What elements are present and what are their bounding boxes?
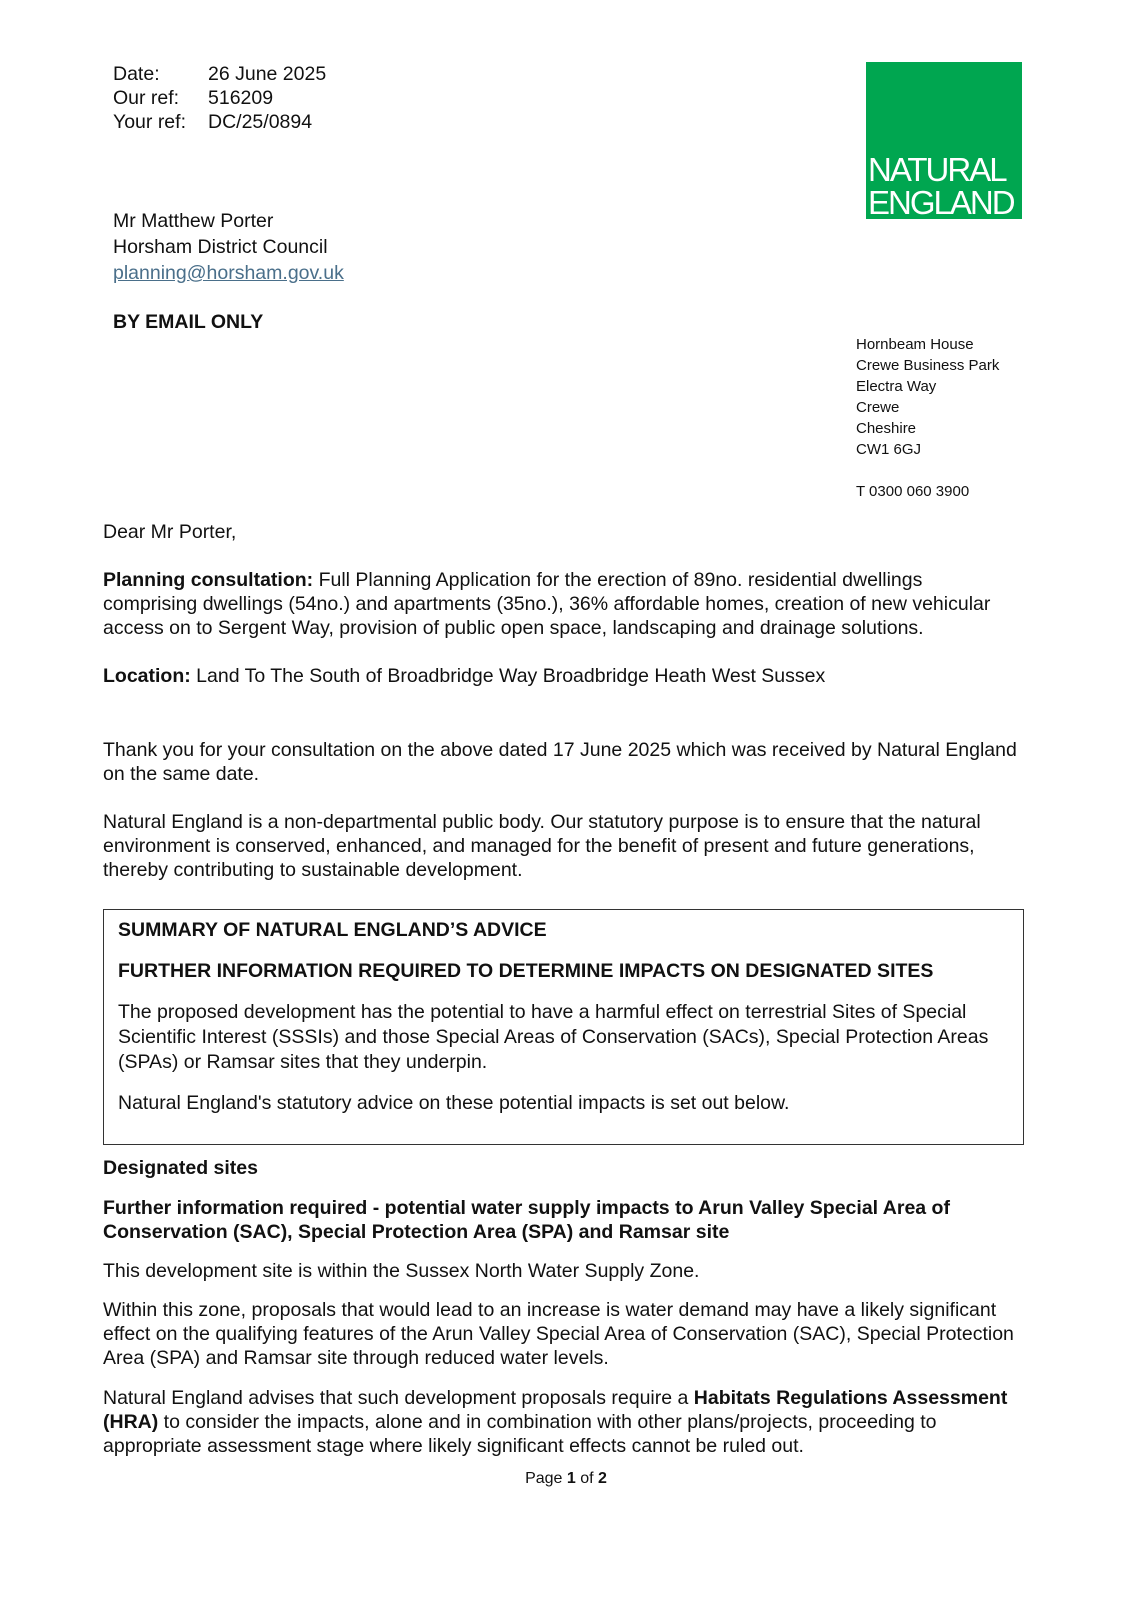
summary-subtitle: FURTHER INFORMATION REQUIRED TO DETERMINE IMPACTS ON DESIGNATED SITES bbox=[118, 960, 934, 982]
our-ref-row bbox=[113, 86, 326, 110]
sender-line: Crewe bbox=[856, 399, 900, 416]
designated-paragraph-3 bbox=[103, 1386, 1018, 1458]
sender-line: Crewe Business Park bbox=[856, 357, 1000, 374]
reference-block bbox=[113, 62, 326, 134]
summary-paragraph-2: Natural England's statutory advice on these potential impacts is set out below. bbox=[118, 1092, 790, 1114]
consultation-label: Planning consultation: bbox=[103, 569, 314, 591]
about-paragraph: Natural England is a non-departmental public body. Our statutory purpose is to ensure that the natural environment is conserved, enhanced, and managed for the benefit of present and future generations, thereby contributing to sustainable development. bbox=[103, 811, 981, 881]
page-total: 2 bbox=[598, 1470, 607, 1487]
addressee-email-link[interactable]: planning@horsham.gov.uk bbox=[113, 262, 344, 284]
hra-bold: Habitats Regulations Assessment (HRA) bbox=[103, 1387, 1008, 1433]
designated-paragraph-2: Within this zone, proposals that would lead to an increase is water demand may have a likely significant effect on the qualifying features of the Arun Valley Special Area of Conservation (SAC), Special Protection Area (SPA) and Ramsar site through reduced water levels. bbox=[103, 1299, 1014, 1369]
our-ref-label: Our ref: bbox=[113, 87, 180, 109]
sender-line: Cheshire bbox=[856, 420, 917, 437]
logo-line-1: NATURAL bbox=[868, 151, 1006, 188]
sender-phone: T 0300 060 3900 bbox=[856, 483, 970, 500]
date-label: Date: bbox=[113, 63, 160, 85]
natural-england-logo bbox=[866, 62, 1022, 219]
date-row bbox=[113, 62, 326, 86]
sender-line: Hornbeam House bbox=[856, 336, 974, 353]
summary-title: SUMMARY OF NATURAL ENGLAND’S ADVICE bbox=[118, 919, 547, 941]
sender-line: Electra Way bbox=[856, 378, 937, 395]
designated-sites-subheading: Further information required - potential water supply impacts to Arun Valley Special Area of Conservation (SAC), Special Protection Area (SPA) and Ramsar site bbox=[103, 1197, 950, 1243]
designated-sites-heading: Designated sites bbox=[103, 1157, 258, 1179]
by-email-notice: BY EMAIL ONLY bbox=[113, 311, 264, 333]
salutation: Dear Mr Porter, bbox=[103, 521, 237, 543]
page-label: Page bbox=[525, 1470, 567, 1487]
sender-address bbox=[856, 334, 999, 502]
page-number bbox=[0, 1470, 1132, 1488]
addressee-org: Horsham District Council bbox=[113, 236, 328, 258]
location-paragraph bbox=[103, 664, 1018, 688]
consultation-paragraph bbox=[103, 568, 1018, 640]
designated-paragraph-1: This development site is within the Sussex North Water Supply Zone. bbox=[103, 1260, 700, 1282]
page-current: 1 bbox=[566, 1470, 576, 1487]
your-ref-row bbox=[113, 110, 326, 134]
summary-box bbox=[103, 909, 1024, 1145]
summary-paragraph-1: The proposed development has the potential to have a harmful effect on terrestrial Sites of Special Scientific Interest (SSSIs) and those Special Areas of Conservation (SACs), Special Protection Areas (SPAs) or Ramsar sites that they underpin. bbox=[118, 1001, 989, 1073]
hra-text-start: Natural England advises that such development proposals require a bbox=[103, 1387, 694, 1409]
thanks-paragraph: Thank you for your consultation on the above dated 17 June 2025 which was received by Natural England on the same date. bbox=[103, 739, 1017, 785]
date-value: 26 June 2025 bbox=[208, 63, 327, 85]
your-ref-label: Your ref: bbox=[113, 111, 186, 133]
page-of: of bbox=[575, 1470, 599, 1487]
location-text: Land To The South of Broadbridge Way Broadbridge Heath West Sussex bbox=[190, 665, 826, 687]
addressee-name: Mr Matthew Porter bbox=[113, 210, 274, 232]
addressee-block bbox=[113, 208, 344, 286]
hra-text-end: to consider the impacts, alone and in combination with other plans/projects, proceeding to appropriate assessment stage where likely significant effects cannot be ruled out. bbox=[103, 1411, 937, 1457]
sender-line: CW1 6GJ bbox=[856, 441, 922, 458]
consultation-text: Full Planning Application for the erection of 89no. residential dwellings comprising dwellings (54no.) and apartments (35no.), 36% affordable homes, creation of new vehicular access on to Sergent Way, provision of public open space, landscaping and drainage solutions. bbox=[103, 569, 991, 639]
logo-line-2: ENGLAND bbox=[868, 184, 1014, 219]
your-ref-value: DC/25/0894 bbox=[208, 111, 313, 133]
location-label: Location: bbox=[103, 665, 191, 687]
our-ref-value: 516209 bbox=[208, 87, 274, 109]
